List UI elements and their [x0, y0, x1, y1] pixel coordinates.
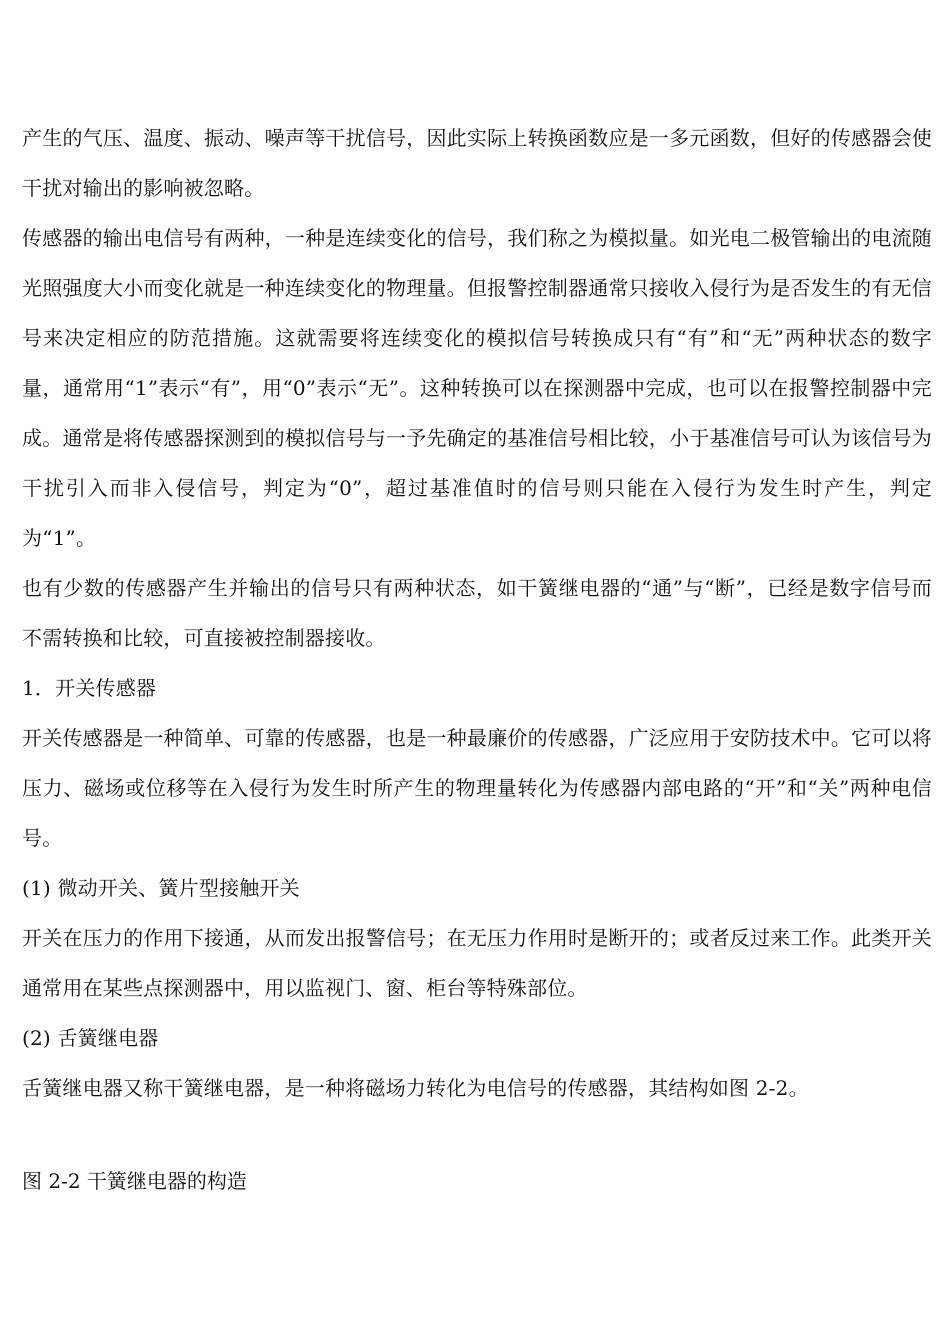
section-heading-switch-sensor: 1．开关传感器 [22, 676, 157, 700]
paragraph-switch-sensor: 开关传感器是一种简单、可靠的传感器，也是一种最廉价的传感器，广泛应用于安防技术中。它可以将压力、磁场或位移等在入侵行为发生时所产生的物理量转化为传感器内部电路的“开”和“关”两种电信号。 [22, 726, 932, 850]
paragraph-signal-types: 传感器的输出电信号有两种，一种是连续变化的信号，我们称之为模拟量。如光电二极管输出的电流随光照强度大小而变化就是一种连续变化的物理量。但报警控制器通常只接收入侵行为是否发生的有无信号来决定相应的防范措施。这就需要将连续变化的模拟信号转换成只有“有”和“无”两种状态的数字量，通常用“1”表示“有”，用“0”表示“无”。这种转换可以在探测器中完成，也可以在报警控制器中完成。通常是将传感器探测到的模拟信号与一予先确定的基准信号相比较，小于基准信号可认为该信号为干扰引入而非入侵信号，判定为“0”，超过基准值时的信号则只能在入侵行为发生时产生，判定为“1”。 [22, 226, 932, 550]
paragraph-micro-switch: 开关在压力的作用下接通，从而发出报警信号；在无压力作用时是断开的；或者反过来工作。此类开关通常用在某些点探测器中，用以监视门、窗、柜台等特殊部位。 [22, 926, 932, 1000]
paragraph-digital-sensors: 也有少数的传感器产生并输出的信号只有两种状态，如干簧继电器的“通”与“断”，已经是数字信号而不需转换和比较，可直接被控制器接收。 [22, 576, 932, 650]
figure-caption: 图 2-2 干簧继电器的构造 [22, 1169, 247, 1193]
paragraph-reed-relay: 舌簧继电器又称干簧继电器，是一种将磁场力转化为电信号的传感器，其结构如图 2-2。 [22, 1076, 809, 1100]
document-body [22, 113, 932, 1113]
subsection-heading-reed-relay: (2) 舌簧继电器 [22, 1026, 159, 1050]
subsection-heading-micro-switch: (1) 微动开关、簧片型接触开关 [22, 876, 300, 900]
paragraph-interference: 产生的气压、温度、振动、噪声等干扰信号，因此实际上转换函数应是一多元函数，但好的传感器会使干扰对输出的影响被忽略。 [22, 126, 932, 200]
